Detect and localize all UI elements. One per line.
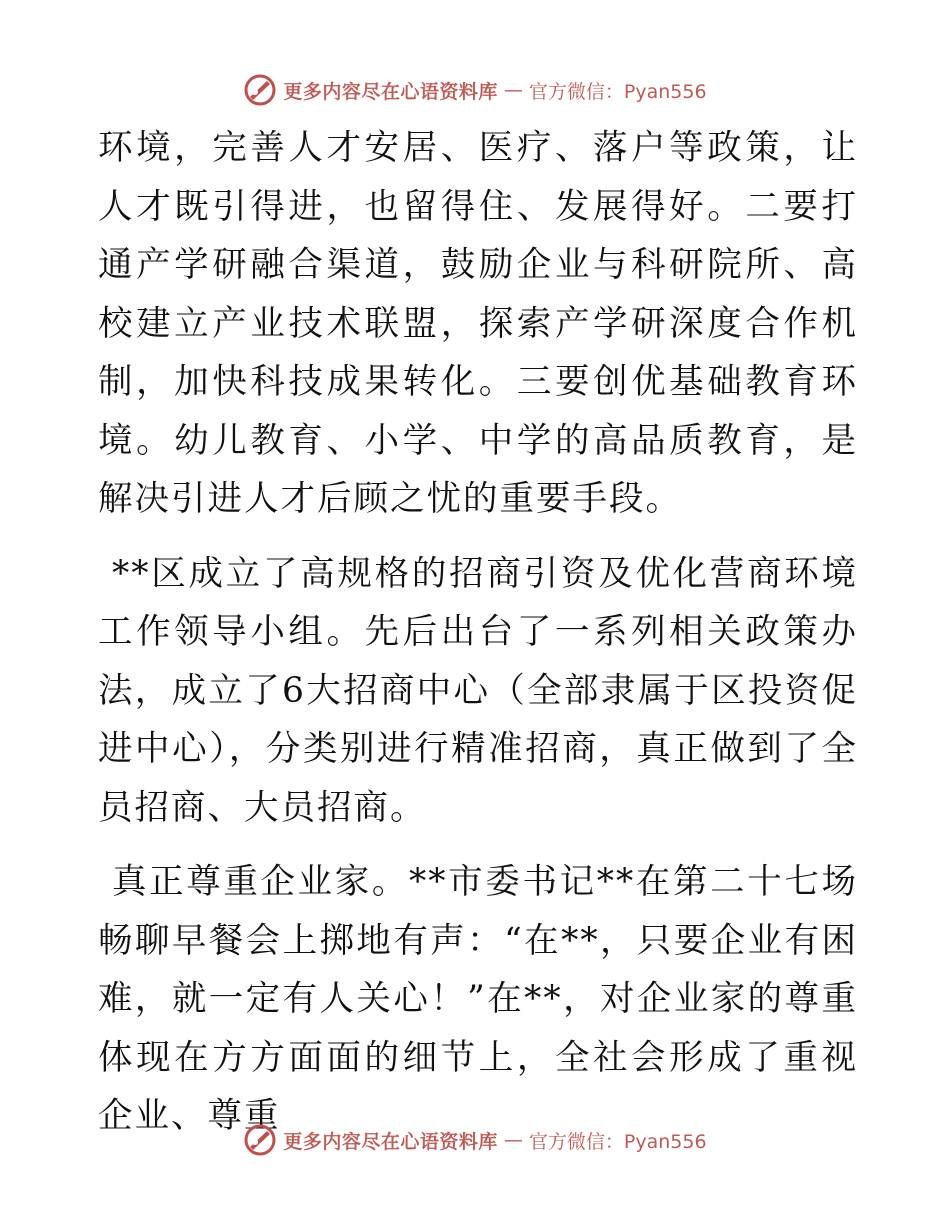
watermark-dash: — [503, 79, 523, 101]
watermark-wechat: 官方微信：Pyan556 [528, 80, 707, 103]
paragraph-3: 真正尊重企业家。**市委书记**在第二十七场畅聊早餐会上掷地有声：“在**，只要企业有困难，就一定有人关心！”在**，对企业家的尊重体现在方方面面的细节上，全社会形成了重视企业、尊重 [98, 862, 858, 1136]
watermark-text: 更多内容尽在心语资料库 [283, 80, 498, 103]
document-body [98, 119, 858, 1146]
watermark-text: 更多内容尽在心语资料库 [283, 1130, 498, 1153]
logo-icon [243, 1123, 277, 1157]
paragraph-1: 环境，完善人才安居、医疗、落户等政策，让人才既引得进，也留得住、发展得好。二要打通产学研融合渠道，鼓励企业与科研院所、高校建立产业技术联盟，探索产学研深度合作机制，加快科技成果转化。三要创优基础教育环境。幼儿教育、小学、中学的高品质教育，是解决引进人才后顾之忧的重要手段。 [98, 128, 858, 519]
watermark-wechat: 官方微信：Pyan556 [528, 1130, 707, 1153]
paragraph-2: **区成立了高规格的招商引资及优化营商环境工作领导小组。先后出台了一系列相关政策办法，成立了6大招商中心（全部隶属于区投资促进中心），分类别进行精准招商，真正做到了全员招商、大员招商。 [98, 553, 858, 828]
header-watermark [0, 70, 950, 110]
watermark-dash: — [503, 1129, 523, 1151]
logo-icon [243, 73, 277, 107]
footer-watermark [0, 1120, 950, 1160]
